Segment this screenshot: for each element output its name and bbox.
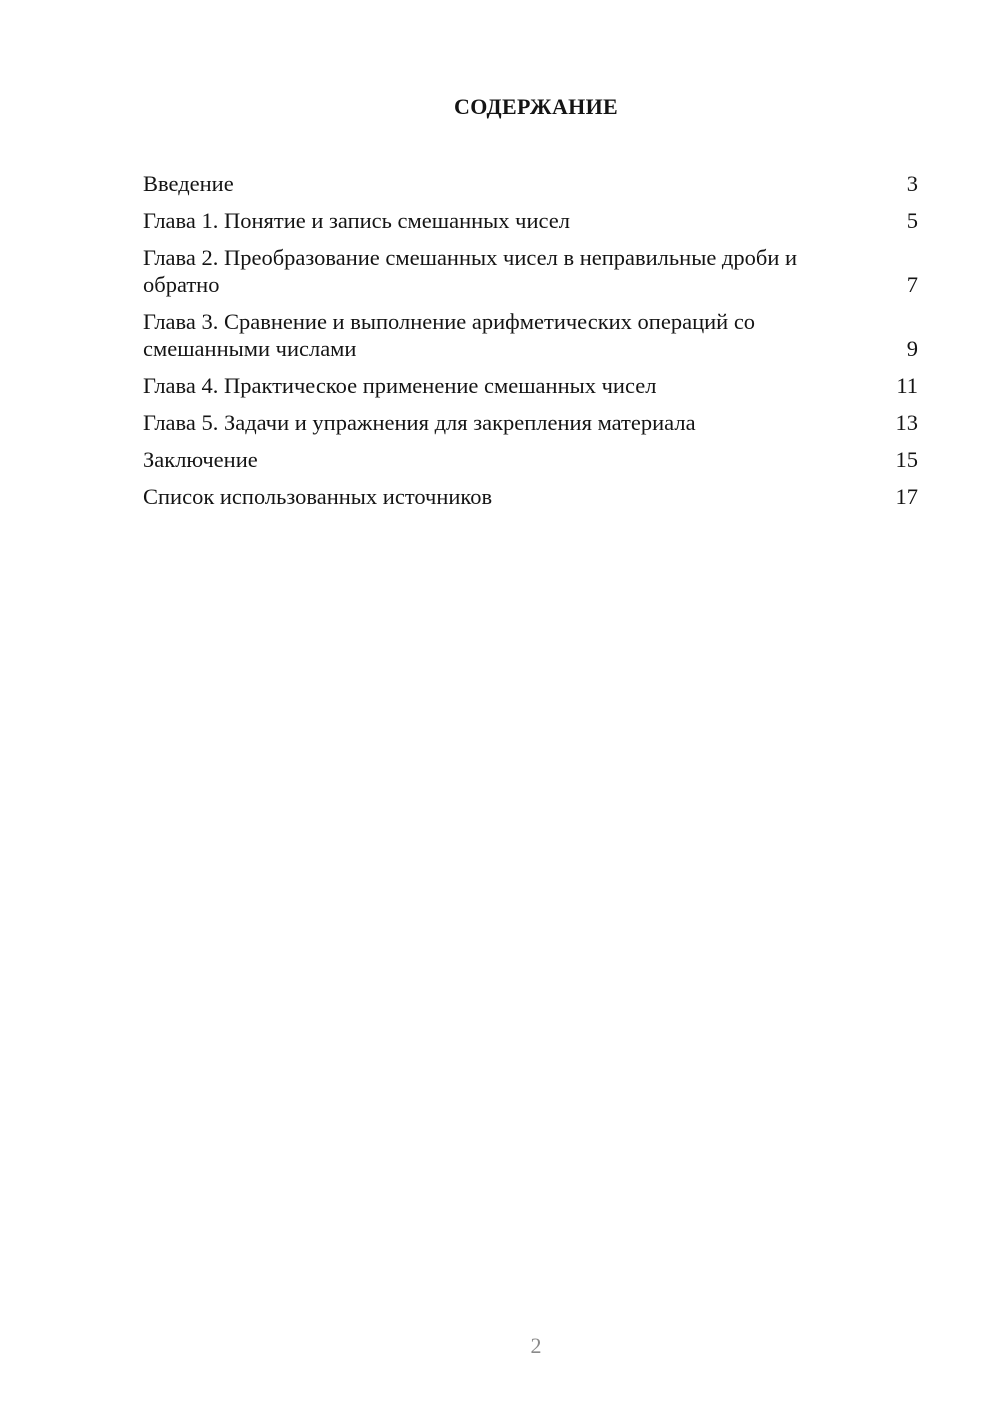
toc-entry-page: 7 [906, 272, 918, 297]
toc-entry-title: Глава 5. Задачи и упражнения для закрепления материала [143, 410, 696, 435]
toc-entry-chapter-4 [143, 372, 918, 399]
toc-entry-introduction [143, 170, 918, 197]
table-of-contents [143, 170, 918, 520]
toc-entry-chapter-1 [143, 207, 918, 234]
toc-entry-title: Введение [143, 171, 234, 196]
toc-entry-page: 17 [895, 484, 918, 509]
toc-entry-page: 5 [906, 208, 918, 233]
page-number: 2 [530, 1333, 542, 1358]
toc-entry-page: 9 [906, 336, 918, 361]
toc-entry-conclusion [143, 446, 918, 473]
toc-entry-title: Глава 3. Сравнение и выполнение арифметических операций со смешанными числами [143, 309, 756, 361]
toc-entry-chapter-3 [143, 308, 918, 362]
toc-entry-references [143, 483, 918, 510]
toc-entry-page: 13 [895, 410, 918, 435]
page-title: СОДЕРЖАНИЕ [454, 94, 618, 119]
toc-entry-chapter-5 [143, 409, 918, 436]
toc-entry-title: Заключение [143, 447, 258, 472]
toc-entry-page: 11 [896, 373, 918, 398]
toc-entry-page: 3 [906, 171, 918, 196]
toc-entry-title: Список использованных источников [143, 484, 493, 509]
toc-entry-title: Глава 4. Практическое применение смешанных чисел [143, 373, 657, 398]
toc-entry-title: Глава 2. Преобразование смешанных чисел в неправильные дроби и обратно [143, 245, 798, 297]
toc-entry-title: Глава 1. Понятие и запись смешанных чисел [143, 208, 570, 233]
toc-entry-chapter-2 [143, 244, 918, 298]
toc-entry-page: 15 [895, 447, 918, 472]
